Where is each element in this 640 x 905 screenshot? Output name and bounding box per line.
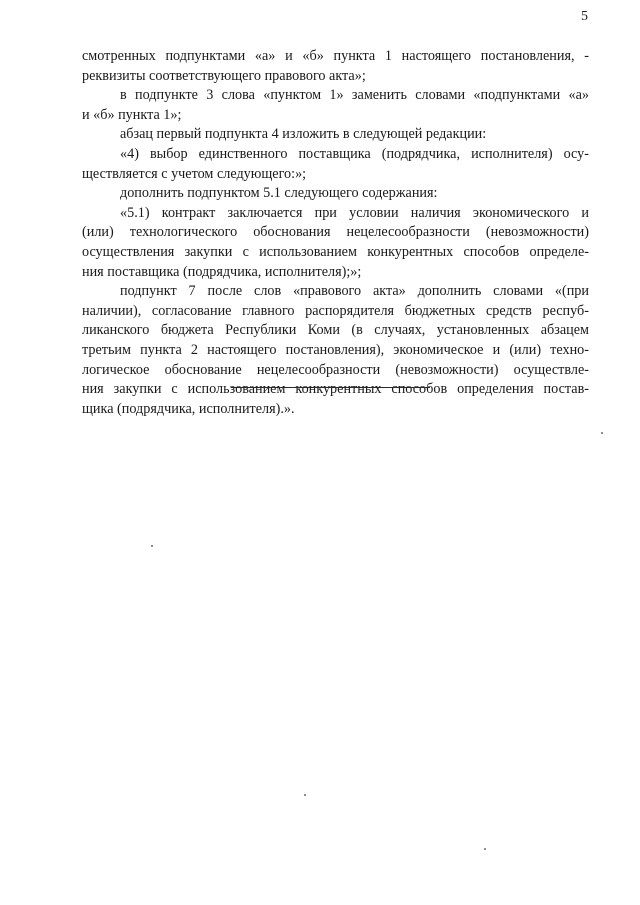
body-line: ния поставщика (подрядчика, исполнителя);»; xyxy=(82,263,362,280)
body-line: наличии), согласование главного распорядителя бюджетных средств респуб- xyxy=(82,302,589,319)
body-line: ществляется с учетом следующего:»; xyxy=(82,165,307,182)
body-line: подпункт 7 после слов «правового акта» дополнить словами «(при xyxy=(120,283,589,300)
body-line: осуществления закупки с использованием конкурентных способов определе- xyxy=(82,243,589,260)
scan-speck xyxy=(304,794,306,796)
body-line: в подпункте 3 слова «пунктом 1» заменить словами «подпунктами «а» xyxy=(120,87,589,104)
closing-rule xyxy=(231,387,430,388)
body-line: щика (подрядчика, исполнителя).». xyxy=(82,400,295,417)
body-line: абзац первый подпункта 4 изложить в следующей редакции: xyxy=(120,126,487,143)
scan-speck xyxy=(484,848,486,850)
scan-speck xyxy=(151,545,153,547)
body-line: логическое обоснование нецелесообразности (невозможности) осуществле- xyxy=(82,361,589,378)
body-line: (или) технологического обоснования нецелесообразности (невозможности) xyxy=(82,224,589,241)
document-body xyxy=(82,47,589,419)
body-line: реквизиты соответствующего правового акта»; xyxy=(82,67,366,84)
body-line: «5.1) контракт заключается при условии наличия экономического и xyxy=(120,204,589,221)
body-line: ликанского бюджета Республики Коми (в случаях, установленных абзацем xyxy=(82,322,589,339)
page-number: 5 xyxy=(581,9,588,24)
body-line: ния закупки с использованием конкурентных способов определения постав- xyxy=(82,381,589,398)
body-line: дополнить подпунктом 5.1 следующего содержания: xyxy=(120,185,438,202)
body-line: смотренных подпунктами «а» и «б» пункта 1 настоящего постановления, - xyxy=(82,48,589,64)
scan-speck xyxy=(601,432,603,434)
body-line: и «б» пункта 1»; xyxy=(82,106,182,123)
body-line: «4) выбор единственного поставщика (подрядчика, исполнителя) осу- xyxy=(120,145,589,162)
body-line: третьим пункта 2 настоящего постановления), экономическое и (или) техно- xyxy=(82,341,589,358)
